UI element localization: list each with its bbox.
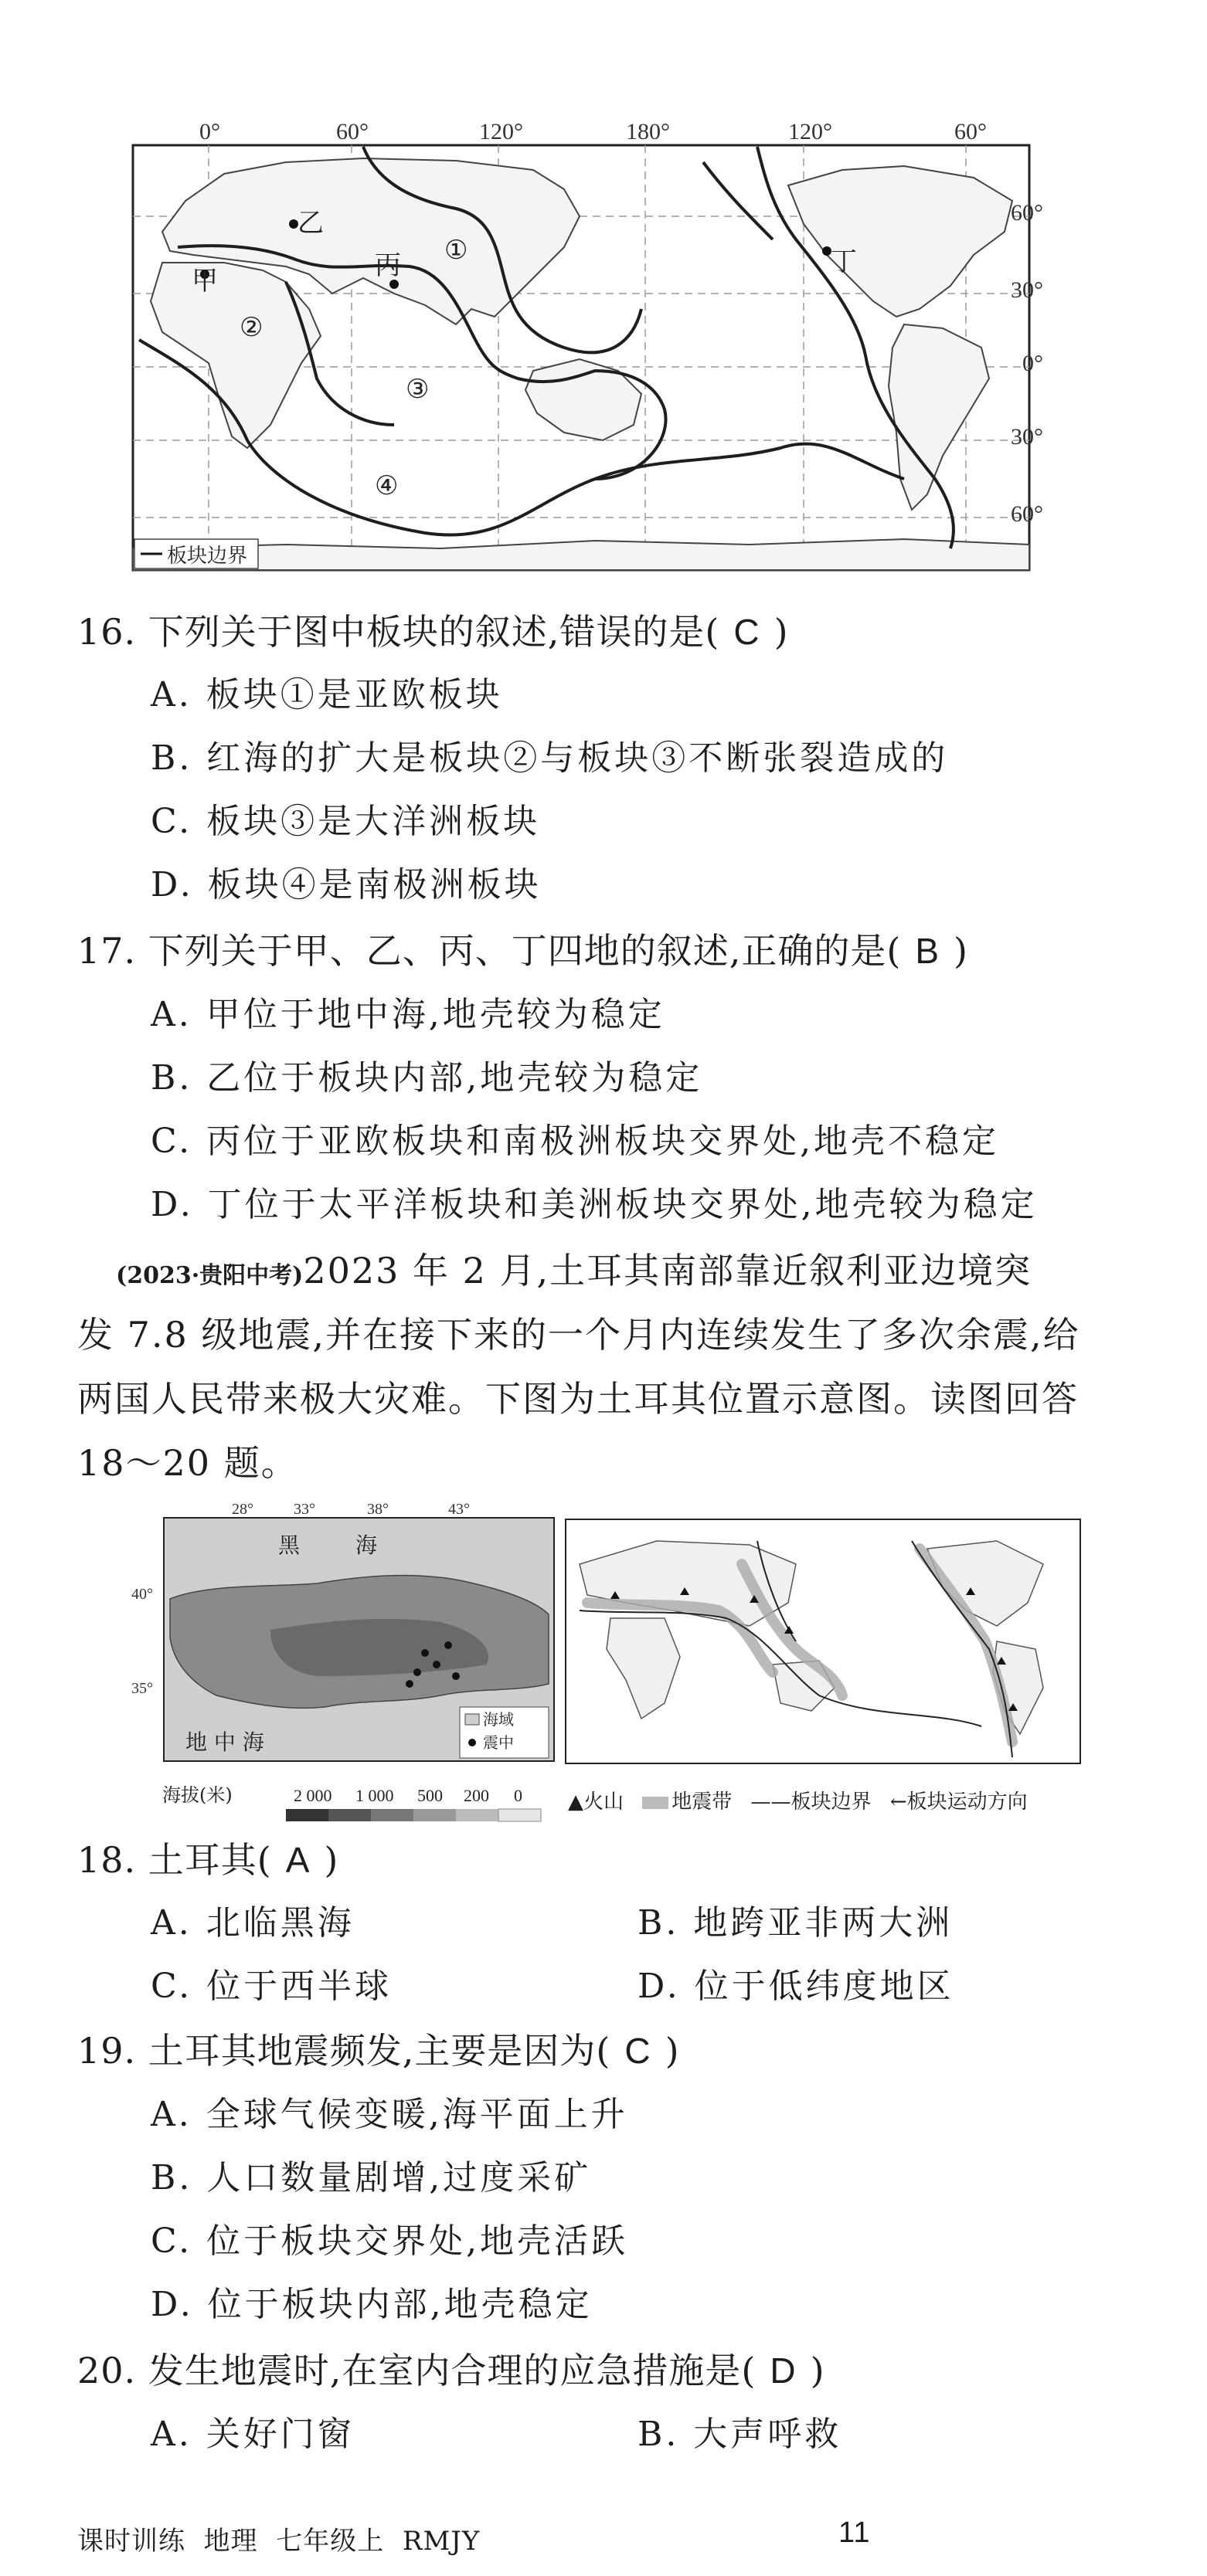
q17-stem (77, 930, 968, 972)
elev-tick-0: 0 (514, 1786, 522, 1805)
q18-option-a: A. 北临黑海 (151, 1903, 355, 1943)
q19-stem (77, 2030, 680, 2072)
label-yi: 乙 (298, 208, 324, 239)
elev-tick-500: 500 (417, 1786, 443, 1805)
q18-stem (77, 1839, 339, 1881)
q16-option-d: D. 板块④是南极洲板块 (151, 865, 542, 904)
legend-plate-boundary: ——板块边界 (750, 1790, 872, 1814)
q20-stem (77, 2350, 825, 2391)
q17-stem-text: 17. 下列关于甲、乙、丙、丁四地的叙述,正确的是( (77, 930, 902, 972)
legend-seismic-swatch (642, 1797, 668, 1809)
legend-sea-text: 海域 (483, 1710, 514, 1729)
elevation-title: 海拔(米) (162, 1784, 233, 1806)
plate-label-1: ① (444, 235, 468, 266)
lon-label-0: 0° (199, 119, 220, 144)
q16-stem-text: 16. 下列关于图中板块的叙述,错误的是( (77, 611, 720, 653)
legend-seismic-belt: 地震带 (672, 1790, 733, 1814)
plate-label-3: ③ (406, 374, 430, 405)
plate-label-4: ④ (375, 470, 399, 501)
q20-stem-text: 20. 发生地震时,在室内合理的应急措施是( (77, 2350, 756, 2391)
legend-sea-swatch (465, 1714, 479, 1725)
med-sea-label: 地 中 海 (185, 1729, 264, 1755)
black-sea-label-1: 黑 (278, 1532, 301, 1558)
lon-label-120w: 120° (788, 119, 832, 144)
q16-option-c: C. 板块③是大洋洲板块 (151, 802, 541, 841)
lon-43: 43° (448, 1501, 470, 1518)
world-seismic-map (564, 1518, 1082, 1765)
label-bing: 丙 (375, 250, 401, 281)
page-number: 11 (838, 2517, 871, 2549)
legend-volcano: ▲火山 (568, 1790, 624, 1814)
q17-option-c: C. 丙位于亚欧板块和南极洲板块交界处,地壳不稳定 (151, 1122, 1000, 1161)
legend-epicenter-dot (468, 1739, 476, 1746)
lat-40: 40° (131, 1586, 153, 1603)
turkey-map-svg (131, 1498, 564, 1784)
passage-source: (2023·贵阳中考) (116, 1262, 304, 1289)
q19-option-b: B. 人口数量剧增,过度采矿 (151, 2158, 592, 2198)
lon-label-180: 180° (626, 119, 670, 144)
q17-close: ) (954, 930, 968, 972)
turkey-map (131, 1498, 564, 1784)
lon-28: 28° (232, 1501, 253, 1518)
map1-legend-text: 板块边界 (167, 545, 248, 568)
q19-option-d: D. 位于板块内部,地壳稳定 (151, 2285, 593, 2324)
passage-line-4: 18～20 题。 (77, 1442, 298, 1484)
passage-line-2: 发 7.8 级地震,并在接下来的一个月内连续发生了多次余震,给 (77, 1314, 1080, 1356)
elev-tick-2000: 2 000 (294, 1786, 332, 1805)
q20-option-b: B. 大声呼救 (638, 2415, 842, 2454)
passage-line-1 (116, 1250, 1032, 1291)
black-sea-label-2: 海 (355, 1532, 378, 1558)
q18-answer: A (285, 1840, 311, 1880)
label-jia: 甲 (192, 266, 218, 297)
q17-option-a: A. 甲位于地中海,地壳较为稳定 (151, 995, 665, 1034)
lat-label-0: 0° (1022, 351, 1043, 376)
turkey-highlands (270, 1619, 488, 1676)
q17-answer: B (915, 931, 940, 971)
q18-option-b: B. 地跨亚非两大洲 (638, 1903, 954, 1943)
lat-label-30n: 30° (1011, 277, 1043, 303)
label-ding: 丁 (831, 246, 857, 277)
lon-label-120e: 120° (479, 119, 523, 144)
world-plates-map (131, 116, 1043, 572)
legend-epicenter-text: 震中 (483, 1733, 514, 1752)
q19-stem-text: 19. 土耳其地震频发,主要是因为( (77, 2030, 611, 2072)
q20-close: ) (810, 2350, 825, 2391)
lat-35: 35° (131, 1680, 153, 1697)
elev-tick-1000: 1 000 (355, 1786, 394, 1805)
q16-option-a: A. 板块①是亚欧板块 (151, 675, 503, 714)
plate-label-2: ② (240, 312, 264, 343)
legend-plate-motion: ←板块运动方向 (889, 1790, 1028, 1814)
world-plates-map-svg (131, 116, 1043, 572)
q19-close: ) (665, 2030, 680, 2072)
lat-label-60s: 60° (1011, 501, 1043, 527)
q19-option-a: A. 全球气候变暖,海平面上升 (151, 2095, 628, 2134)
lat-label-30s: 30° (1011, 424, 1043, 450)
q18-option-d: D. 位于低纬度地区 (638, 1967, 954, 2006)
q16-stem (77, 611, 789, 653)
q16-option-b: B. 红海的扩大是板块②与板块③不断张裂造成的 (151, 738, 949, 778)
elev-tick-200: 200 (464, 1786, 489, 1805)
q16-answer: C (733, 612, 760, 652)
q18-close: ) (324, 1839, 339, 1881)
q17-option-b: B. 乙位于板块内部,地壳较为稳定 (151, 1058, 703, 1098)
q20-option-a: A. 关好门窗 (151, 2415, 355, 2454)
elevation-scale-svg (162, 1784, 549, 1831)
lat-label-60n: 60° (1011, 200, 1043, 226)
passage-line-1-text: 2023 年 2 月,土耳其南部靠近叙利亚边境突 (303, 1250, 1032, 1291)
q19-answer: C (624, 2031, 651, 2071)
elevation-scale (162, 1784, 549, 1831)
q16-close: ) (774, 611, 789, 653)
lon-38: 38° (367, 1501, 389, 1518)
q17-option-d: D. 丁位于太平洋板块和美洲板块交界处,地壳较为稳定 (151, 1185, 1038, 1224)
lon-label-60e: 60° (336, 119, 369, 144)
q19-option-c: C. 位于板块交界处,地壳活跃 (151, 2221, 629, 2261)
q20-answer: D (770, 2350, 797, 2391)
passage-line-3: 两国人民带来极大灾难。下图为土耳其位置示意图。读图回答 (77, 1378, 1079, 1420)
q18-option-c: C. 位于西半球 (151, 1967, 393, 2006)
seismic-legend (568, 1786, 1078, 1817)
lon-label-60w: 60° (954, 119, 987, 144)
world-seismic-map-svg (564, 1518, 1082, 1765)
footer-left: 课时训练 地理 七年级上 RMJY (77, 2526, 481, 2557)
q18-stem-text: 18. 土耳其( (77, 1839, 272, 1881)
lon-33: 33° (294, 1501, 315, 1518)
